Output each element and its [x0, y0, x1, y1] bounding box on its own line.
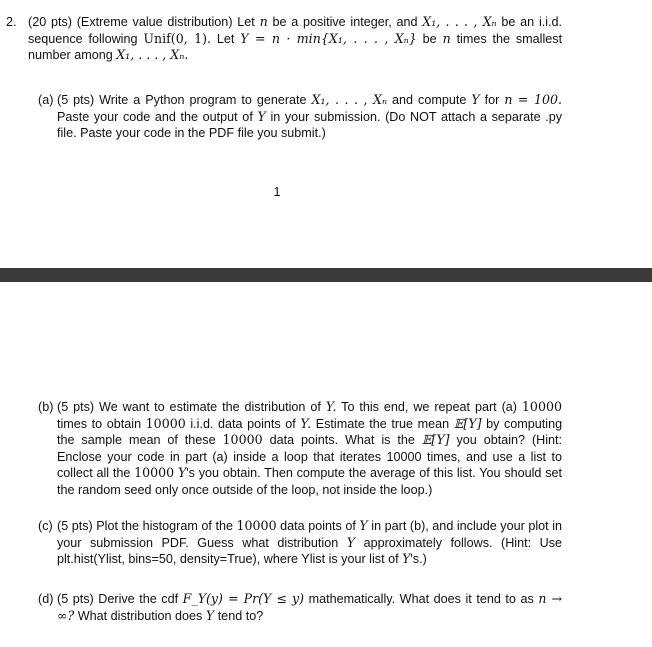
part-c: [38, 518, 562, 568]
page-number: 1: [273, 185, 281, 199]
question-title: (Extreme value distribution): [76, 15, 233, 29]
question-points: (20 pts): [28, 15, 72, 29]
part-c-text: (5 pts) Plot the histogram of the 10000 data points of Y in part (b), and include your plot in your submission PDF. Guess what distribution Y approximately follows. (Hint: Use plt.hist(Ylist, bins=50, density=True), where Ylist is your list of Y's.): [57, 518, 563, 566]
part-b-text: (5 pts) We want to estimate the distribution of Y. To this end, we repeat part (a) 10000 times to obtain 10000 i.i.d. data points of Y. Estimate the true mean 𝔼[Y] by computing the sample mean of these 10000 data points. What is the 𝔼[Y] you obtain? (Hint: Enclose your code in part (a) inside a loop that iterates 10000 times, and use a list to collect all the 10000 Y's you obtain. Then compute the average of this list. You should set the random seed only once outside of the loop, not inside the loop.): [57, 399, 563, 497]
question-2: [6, 14, 562, 64]
part-b-label: (b): [38, 400, 54, 414]
part-c-label: (c): [38, 519, 53, 533]
part-a-label: (a): [38, 93, 54, 107]
part-d: [38, 591, 562, 624]
part-d-text: (5 pts) Derive the cdf F_Y(y) = Pr(Y ≤ y) mathematically. What does it tend to as n → ∞? What distribution does Y tend to?: [57, 591, 563, 623]
part-a-text: (5 pts) Write a Python program to generate X₁, . . . , Xₙ and compute Y for n = 100. Paste your code and the output of Y in your submission. (Do NOT attach a separate .py file. Paste your code in the PDF file you submit.): [57, 92, 563, 140]
page-separator: [0, 268, 652, 282]
part-a: [38, 92, 562, 142]
part-d-label: (d): [38, 592, 54, 606]
part-b: [38, 399, 562, 498]
question-intro: (20 pts) (Extreme value distribution) Let n be a positive integer, and X₁, . . . , Xₙ be an i.i.d. sequence following Unif(0, 1). Let Y = n · min{X₁, . . . , Xₙ} be n times the smallest number among X₁, . . . , Xₙ.: [28, 14, 563, 62]
question-number: 2.: [6, 15, 17, 29]
